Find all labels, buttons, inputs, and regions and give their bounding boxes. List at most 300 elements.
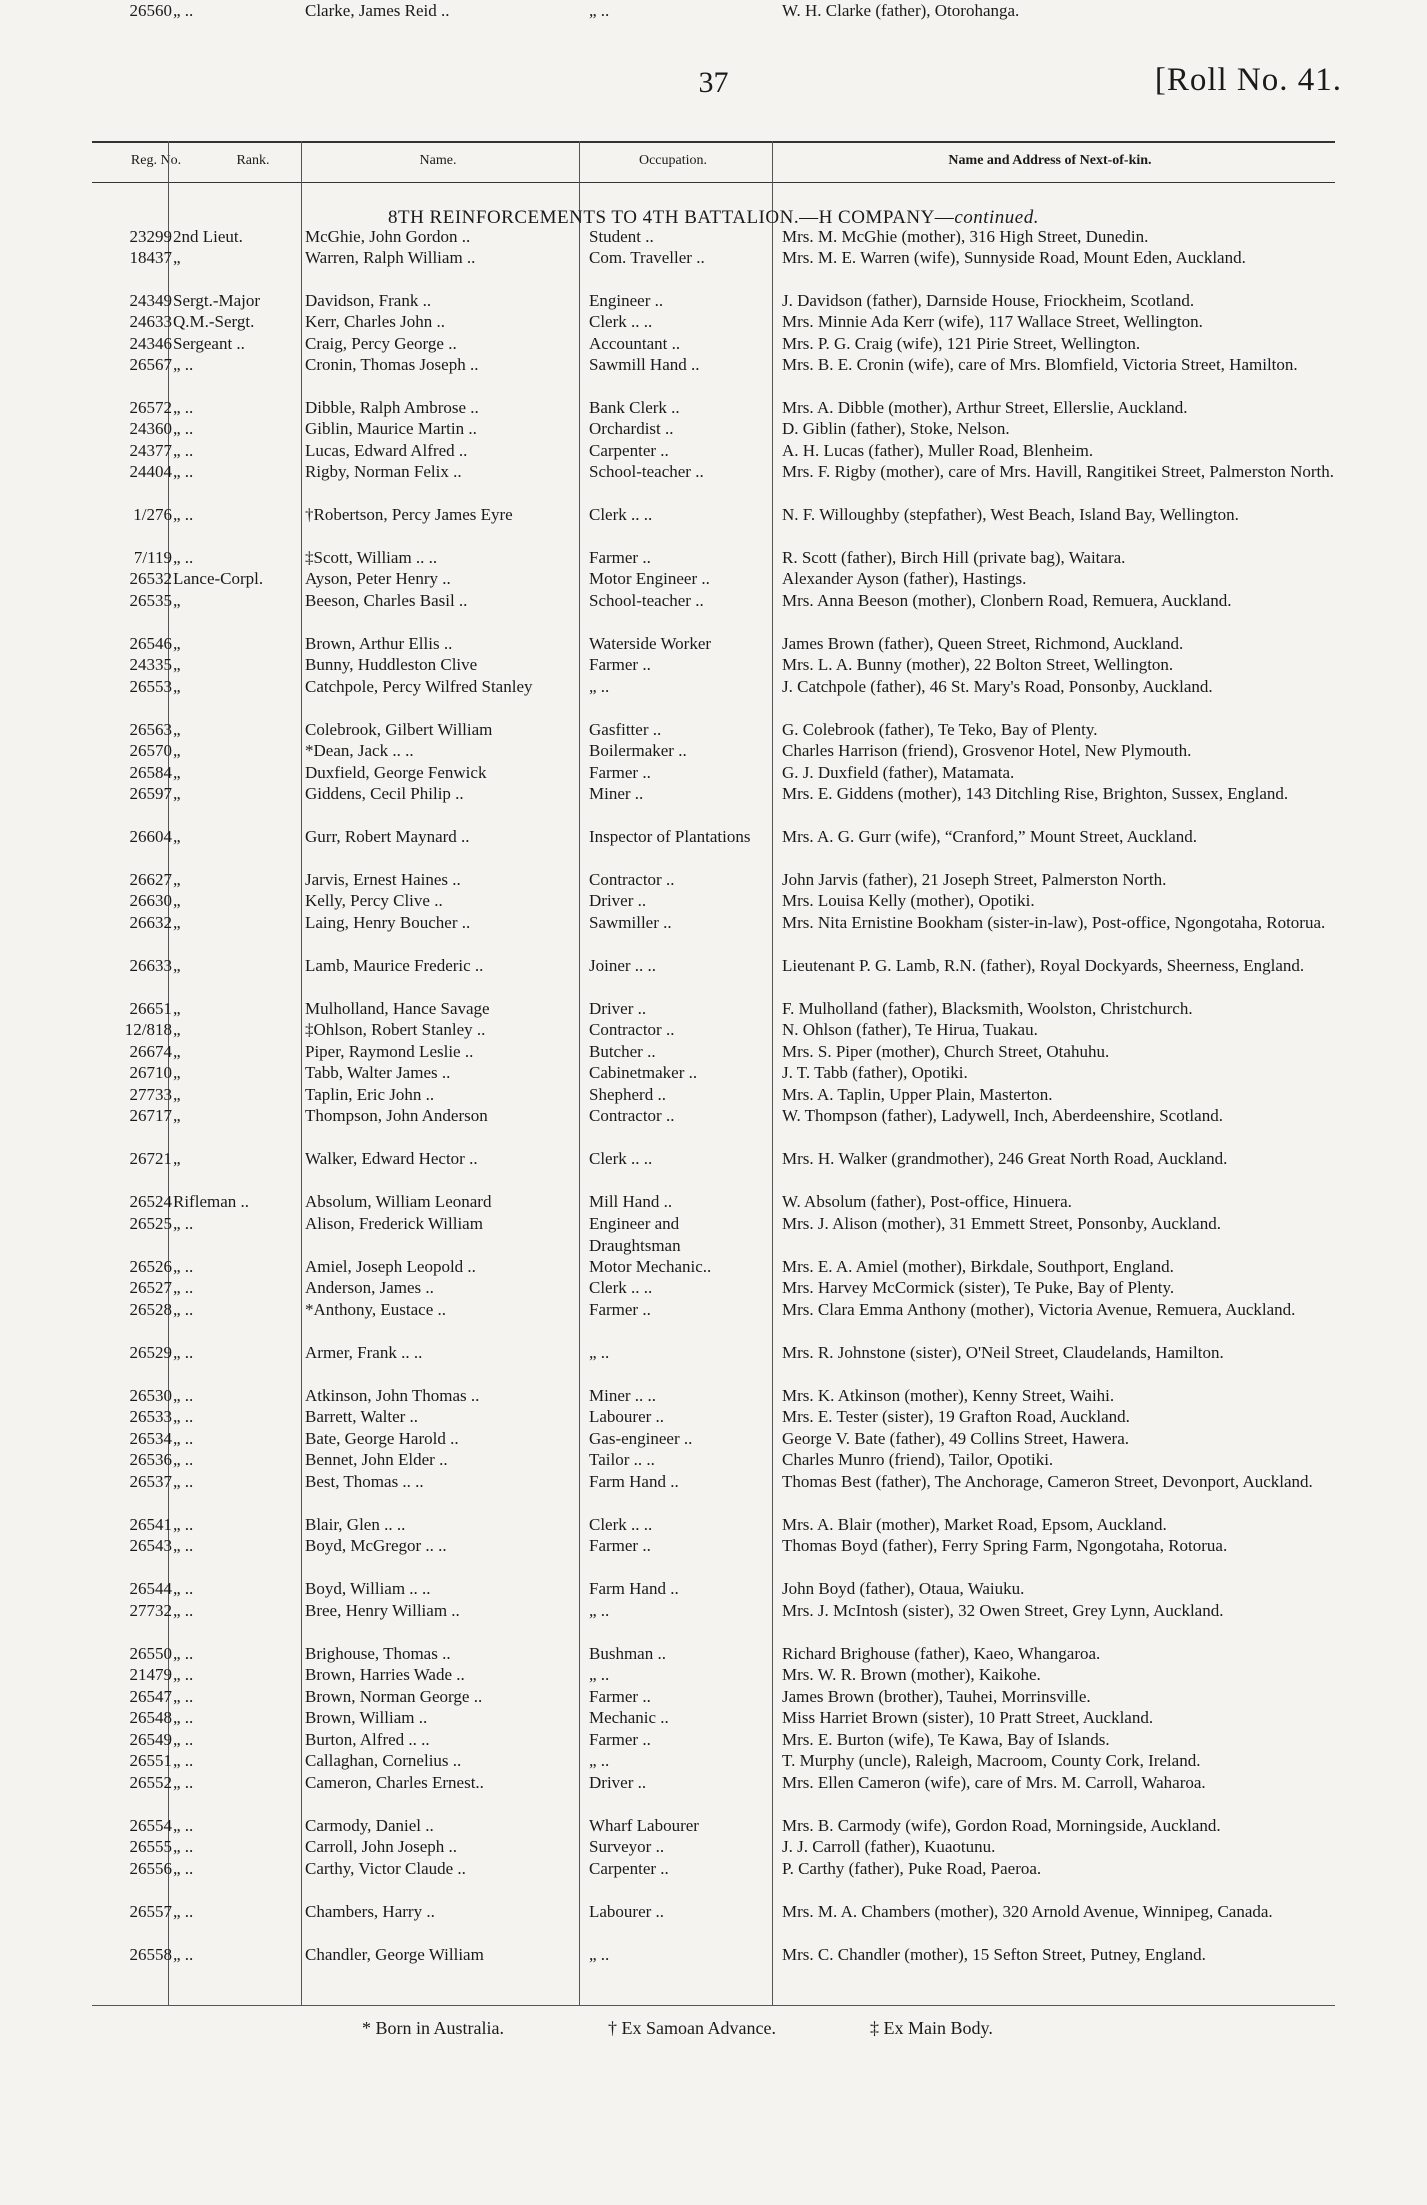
cell-occupation: Boilermaker ..: [589, 741, 687, 760]
cell-rank: „ ..: [173, 1945, 194, 1964]
cell-reg-no: 26534: [129, 1429, 172, 1448]
cell-name: ‡Ohlson, Robert Stanley ..: [305, 1020, 486, 1039]
cell-name: Lamb, Maurice Frederic ..: [305, 956, 484, 975]
cell-next-of-kin: Mrs. Nita Ernistine Bookham (sister-in-law), Post-office, Ngongotaha, Rotorua.: [782, 913, 1326, 932]
cell-reg-no: 7/119: [133, 548, 172, 567]
cell-reg-no: 26526: [129, 1257, 172, 1276]
cell-name: †Robertson, Percy James Eyre: [305, 505, 513, 524]
cell-next-of-kin: J. T. Tabb (father), Opotiki.: [782, 1063, 968, 1082]
cell-reg-no: 26554: [129, 1816, 172, 1835]
cell-name: Brown, Harries Wade ..: [305, 1665, 465, 1684]
cell-reg-no: 26572: [129, 398, 172, 417]
cell-next-of-kin: Lieutenant P. G. Lamb, R.N. (father), Royal Dockyards, Sheerness, England.: [782, 956, 1305, 975]
cell-reg-no: 26541: [129, 1515, 172, 1534]
cell-reg-no: 24404: [129, 462, 172, 481]
cell-reg-no: 24346: [129, 334, 172, 353]
cell-next-of-kin: Mrs. E. Giddens (mother), 143 Ditchling Rise, Brighton, Sussex, England.: [782, 784, 1289, 803]
cell-next-of-kin: P. Carthy (father), Puke Road, Paeroa.: [782, 1859, 1042, 1878]
cell-reg-no: 26527: [129, 1278, 172, 1297]
cell-reg-no: 26547: [129, 1687, 172, 1706]
cell-name: Giddens, Cecil Philip ..: [305, 784, 464, 803]
cell-occupation: Farmer ..: [589, 1300, 651, 1319]
cell-next-of-kin: Mrs. H. Walker (grandmother), 246 Great North Road, Auckland.: [782, 1149, 1228, 1168]
footnote-samoan-advance: † Ex Samoan Advance.: [608, 2018, 776, 2038]
cell-rank: Lance-Corpl.: [173, 569, 264, 588]
section-title-text: 8TH REINFORCEMENTS TO 4TH BATTALION.—H COMPANY—: [387, 207, 955, 228]
cell-reg-no: 26528: [129, 1300, 172, 1319]
cell-rank: „ ..: [173, 1730, 194, 1749]
header-reg-no: Reg. No.: [130, 153, 182, 168]
cell-next-of-kin: W. H. Clarke (father), Otorohanga.: [782, 1, 1020, 20]
cell-occupation: Farmer ..: [589, 1687, 651, 1706]
cell-name: Cronin, Thomas Joseph ..: [305, 355, 479, 374]
cell-occupation: Contractor ..: [589, 1020, 675, 1039]
cell-rank: Sergt.-Major: [173, 291, 261, 310]
cell-name: *Dean, Jack .. ..: [305, 741, 414, 760]
cell-rank: „: [173, 741, 181, 760]
cell-rank: „: [173, 1085, 181, 1104]
cell-occupation: Farmer ..: [589, 548, 651, 567]
cell-occupation: Farm Hand ..: [589, 1579, 679, 1598]
cell-name: Bunny, Huddleston Clive: [305, 655, 478, 674]
cell-occupation: „ ..: [589, 1945, 610, 1964]
cell-rank: „ ..: [173, 1644, 194, 1663]
cell-rank: „: [173, 891, 181, 910]
cell-reg-no: 26557: [129, 1902, 172, 1921]
cell-rank: „: [173, 1149, 181, 1168]
cell-rank: „: [173, 1042, 181, 1061]
cell-rank: „: [173, 248, 181, 267]
cell-reg-no: 26674: [129, 1042, 172, 1061]
cell-next-of-kin: Mrs. A. Dibble (mother), Arthur Street, Ellerslie, Auckland.: [782, 398, 1188, 417]
cell-reg-no: 26558: [129, 1945, 172, 1964]
cell-reg-no: 23299: [129, 227, 172, 246]
cell-next-of-kin: J. Catchpole (father), 46 St. Mary's Road, Ponsonby, Auckland.: [782, 677, 1213, 696]
cell-rank: „: [173, 870, 181, 889]
cell-occupation: Contractor ..: [589, 1106, 675, 1125]
cell-reg-no: 26570: [129, 741, 172, 760]
cell-occupation: Butcher ..: [589, 1042, 656, 1061]
cell-rank: „ ..: [173, 1816, 194, 1835]
cell-reg-no: 26551: [129, 1751, 172, 1770]
cell-name: McGhie, John Gordon ..: [305, 227, 471, 246]
cell-rank: „ ..: [173, 1751, 194, 1770]
footer-rule: [92, 2005, 1335, 2006]
cell-name: Atkinson, John Thomas ..: [305, 1386, 480, 1405]
cell-name: Kelly, Percy Clive ..: [305, 891, 443, 910]
cell-rank: „ ..: [173, 1837, 194, 1856]
cell-next-of-kin: James Brown (brother), Tauhei, Morrinsville.: [782, 1687, 1091, 1706]
cell-rank: „ ..: [173, 441, 194, 460]
cell-next-of-kin: Mrs. Ellen Cameron (wife), care of Mrs. M. Carroll, Waharoa.: [782, 1773, 1206, 1792]
cell-reg-no: 26524: [129, 1192, 172, 1211]
cell-next-of-kin: J. Davidson (father), Darnside House, Friockheim, Scotland.: [782, 291, 1195, 310]
cell-name: ‡Scott, William .. ..: [305, 548, 438, 567]
cell-occupation: Inspector of Plantations: [589, 827, 751, 846]
cell-rank: „: [173, 827, 181, 846]
cell-occupation: Clerk .. ..: [589, 1149, 653, 1168]
header-name: Name.: [419, 153, 457, 168]
cell-occupation: Student ..: [589, 227, 654, 246]
cell-occupation: Carpenter ..: [589, 1859, 669, 1878]
cell-occupation: Cabinetmaker ..: [589, 1063, 698, 1082]
cell-rank: „ ..: [173, 1536, 194, 1555]
column-divider-occupation: [772, 141, 773, 2005]
cell-reg-no: 24633: [129, 312, 172, 331]
cell-name: Bree, Henry William ..: [305, 1601, 460, 1620]
cell-occupation: Labourer ..: [589, 1407, 665, 1426]
cell-rank: „: [173, 720, 181, 739]
cell-reg-no: 26548: [129, 1708, 172, 1727]
cell-next-of-kin: Mrs. A. G. Gurr (wife), “Cranford,” Mount Street, Auckland.: [782, 827, 1197, 846]
cell-reg-no: 26710: [129, 1063, 172, 1082]
cell-reg-no: 26584: [129, 763, 172, 782]
cell-next-of-kin: W. Absolum (father), Post-office, Hinuera.: [782, 1192, 1072, 1211]
cell-name: Boyd, McGregor .. ..: [305, 1536, 447, 1555]
cell-name: Piper, Raymond Leslie ..: [305, 1042, 474, 1061]
cell-rank: Rifleman ..: [173, 1192, 250, 1211]
cell-name: Cameron, Charles Ernest..: [305, 1773, 484, 1792]
cell-rank: „ ..: [173, 1708, 194, 1727]
cell-reg-no: 26552: [129, 1773, 172, 1792]
cell-occupation: Waterside Worker: [589, 634, 712, 653]
cell-rank: „ ..: [173, 1214, 194, 1233]
cell-occupation: Miner .. ..: [589, 1386, 657, 1405]
cell-next-of-kin: Mrs. S. Piper (mother), Church Street, Otahuhu.: [782, 1042, 1110, 1061]
cell-occupation: Sawmiller ..: [589, 913, 672, 932]
cell-occupation: Farmer ..: [589, 763, 651, 782]
cell-name: Rigby, Norman Felix ..: [305, 462, 462, 481]
cell-rank: „: [173, 763, 181, 782]
cell-reg-no: 26555: [129, 1837, 172, 1856]
cell-occupation: Engineer and Draughtsman: [589, 1214, 681, 1255]
cell-name: Barrett, Walter ..: [305, 1407, 419, 1426]
cell-name: Gurr, Robert Maynard ..: [305, 827, 470, 846]
cell-next-of-kin: Mrs. Minnie Ada Kerr (wife), 117 Wallace Street, Wellington.: [782, 312, 1203, 331]
cell-next-of-kin: Mrs. B. E. Cronin (wife), care of Mrs. Blomfield, Victoria Street, Hamilton.: [782, 355, 1298, 374]
cell-rank: „ ..: [173, 1472, 194, 1491]
cell-rank: „ ..: [173, 1859, 194, 1878]
header-occupation: Occupation.: [638, 153, 708, 168]
cell-occupation: School-teacher ..: [589, 591, 704, 610]
cell-occupation: Shepherd ..: [589, 1085, 666, 1104]
cell-next-of-kin: W. Thompson (father), Ladywell, Inch, Aberdeenshire, Scotland.: [782, 1106, 1223, 1125]
cell-name: Ayson, Peter Henry ..: [305, 569, 451, 588]
cell-name: Laing, Henry Boucher ..: [305, 913, 471, 932]
cell-occupation: „ ..: [589, 1751, 610, 1770]
cell-occupation: Driver ..: [589, 999, 647, 1018]
cell-occupation: Mechanic ..: [589, 1708, 669, 1727]
cell-occupation: Driver ..: [589, 1773, 647, 1792]
top-rule: [92, 141, 1335, 143]
cell-next-of-kin: J. J. Carroll (father), Kuaotunu.: [782, 1837, 996, 1856]
cell-next-of-kin: Mrs. K. Atkinson (mother), Kenny Street, Waihi.: [782, 1386, 1115, 1405]
cell-rank: „ ..: [173, 398, 194, 417]
cell-reg-no: 26563: [129, 720, 172, 739]
cell-occupation: „ ..: [589, 1, 610, 20]
roll-number: [Roll No. 41.: [1154, 62, 1342, 98]
cell-reg-no: 26525: [129, 1214, 172, 1233]
cell-reg-no: 26537: [129, 1472, 172, 1491]
cell-occupation: Gas-engineer ..: [589, 1429, 693, 1448]
header-rule: [92, 182, 1335, 183]
cell-reg-no: 26543: [129, 1536, 172, 1555]
footnote-main-body: ‡ Ex Main Body.: [870, 2018, 993, 2038]
cell-occupation: Sawmill Hand ..: [589, 355, 700, 374]
cell-reg-no: 24349: [129, 291, 172, 310]
cell-reg-no: 27732: [129, 1601, 172, 1620]
cell-next-of-kin: James Brown (father), Queen Street, Richmond, Auckland.: [782, 634, 1184, 653]
cell-occupation: School-teacher ..: [589, 462, 704, 481]
cell-occupation: Tailor .. ..: [589, 1450, 655, 1469]
cell-name: Lucas, Edward Alfred ..: [305, 441, 468, 460]
cell-occupation: Clerk .. ..: [589, 312, 653, 331]
cell-reg-no: 24377: [129, 441, 172, 460]
cell-reg-no: 1/276: [133, 505, 172, 524]
cell-next-of-kin: N. Ohlson (father), Te Hirua, Tuakau.: [782, 1020, 1038, 1039]
column-divider-name: [579, 141, 580, 2005]
cell-next-of-kin: John Boyd (father), Otaua, Waiuku.: [782, 1579, 1025, 1598]
cell-name: *Anthony, Eustace ..: [305, 1300, 447, 1319]
cell-next-of-kin: D. Giblin (father), Stoke, Nelson.: [782, 419, 1010, 438]
cell-name: Carroll, John Joseph ..: [305, 1837, 458, 1856]
cell-name: Clarke, James Reid ..: [305, 1, 450, 20]
cell-next-of-kin: Mrs. F. Rigby (mother), care of Mrs. Havill, Rangitikei Street, Palmerston North.: [782, 462, 1334, 481]
cell-next-of-kin: T. Murphy (uncle), Raleigh, Macroom, County Cork, Ireland.: [782, 1751, 1201, 1770]
cell-name: Bate, George Harold ..: [305, 1429, 459, 1448]
cell-name: Warren, Ralph William ..: [305, 248, 476, 267]
cell-rank: „: [173, 634, 181, 653]
cell-occupation: Bushman ..: [589, 1644, 666, 1663]
cell-reg-no: 26597: [129, 784, 172, 803]
cell-occupation: Surveyor ..: [589, 1837, 665, 1856]
cell-next-of-kin: G. J. Duxfield (father), Matamata.: [782, 763, 1015, 782]
cell-next-of-kin: Mrs. J. McIntosh (sister), 32 Owen Street, Grey Lynn, Auckland.: [782, 1601, 1224, 1620]
cell-name: Brighouse, Thomas ..: [305, 1644, 451, 1663]
cell-rank: „ ..: [173, 1278, 194, 1297]
cell-name: Jarvis, Ernest Haines ..: [305, 870, 461, 889]
cell-occupation: „ ..: [589, 1343, 610, 1362]
cell-name: Anderson, James ..: [305, 1278, 434, 1297]
cell-name: Absolum, William Leonard: [305, 1192, 492, 1211]
cell-occupation: Wharf Labourer: [589, 1816, 699, 1835]
cell-rank: „: [173, 677, 181, 696]
cell-rank: „: [173, 999, 181, 1018]
cell-next-of-kin: Mrs. C. Chandler (mother), 15 Sefton Street, Putney, England.: [782, 1945, 1206, 1964]
cell-name: Carmody, Daniel ..: [305, 1816, 434, 1835]
cell-rank: „ ..: [173, 462, 194, 481]
cell-next-of-kin: A. H. Lucas (father), Muller Road, Blenheim.: [782, 441, 1094, 460]
cell-next-of-kin: Mrs. M. E. Warren (wife), Sunnyside Road, Mount Eden, Auckland.: [782, 248, 1246, 267]
cell-name: Tabb, Walter James ..: [305, 1063, 451, 1082]
cell-reg-no: 18437: [129, 248, 172, 267]
cell-occupation: „ ..: [589, 1601, 610, 1620]
cell-reg-no: 26544: [129, 1579, 172, 1598]
cell-next-of-kin: Mrs. W. R. Brown (mother), Kaikohe.: [782, 1665, 1041, 1684]
cell-rank: „ ..: [173, 1665, 194, 1684]
cell-name: Brown, Norman George ..: [305, 1687, 483, 1706]
cell-next-of-kin: Richard Brighouse (father), Kaeo, Whangaroa.: [782, 1644, 1101, 1663]
cell-name: Amiel, Joseph Leopold ..: [305, 1257, 476, 1276]
cell-next-of-kin: Mrs. Louisa Kelly (mother), Opotiki.: [782, 891, 1035, 910]
table-header: [0, 153, 1427, 175]
cell-rank: „: [173, 913, 181, 932]
cell-name: Chandler, George William: [305, 1945, 484, 1964]
cell-name: Armer, Frank .. ..: [305, 1343, 423, 1362]
cell-rank: „ ..: [173, 1773, 194, 1792]
cell-rank: „: [173, 784, 181, 803]
cell-occupation: Farm Hand ..: [589, 1472, 679, 1491]
cell-rank: 2nd Lieut.: [173, 227, 243, 246]
cell-next-of-kin: Mrs. A. Blair (mother), Market Road, Epsom, Auckland.: [782, 1515, 1167, 1534]
cell-reg-no: 26633: [129, 956, 172, 975]
cell-rank: „ ..: [173, 1386, 194, 1405]
cell-rank: Q.M.-Sergt.: [173, 312, 255, 331]
cell-name: Mulholland, Hance Savage: [305, 999, 490, 1018]
cell-reg-no: 26604: [129, 827, 172, 846]
cell-name: Best, Thomas .. ..: [305, 1472, 424, 1491]
cell-next-of-kin: Thomas Best (father), The Anchorage, Cameron Street, Devonport, Auckland.: [782, 1472, 1313, 1491]
cell-reg-no: 26627: [129, 870, 172, 889]
cell-occupation: Accountant ..: [589, 334, 681, 353]
cell-next-of-kin: George V. Bate (father), 49 Collins Street, Hawera.: [782, 1429, 1129, 1448]
cell-name: Thompson, John Anderson: [305, 1106, 488, 1125]
cell-next-of-kin: Mrs. Clara Emma Anthony (mother), Victoria Avenue, Remuera, Auckland.: [782, 1300, 1296, 1319]
cell-occupation: Orchardist ..: [589, 419, 674, 438]
cell-next-of-kin: Thomas Boyd (father), Ferry Spring Farm, Ngongotaha, Rotorua.: [782, 1536, 1228, 1555]
cell-occupation: Joiner .. ..: [589, 956, 657, 975]
cell-reg-no: 26651: [129, 999, 172, 1018]
cell-occupation: „ ..: [589, 1665, 610, 1684]
cell-name: Boyd, William .. ..: [305, 1579, 431, 1598]
cell-next-of-kin: Mrs. M. A. Chambers (mother), 320 Arnold Avenue, Winnipeg, Canada.: [782, 1902, 1273, 1921]
cell-occupation: Clerk .. ..: [589, 1278, 653, 1297]
cell-rank: „: [173, 1106, 181, 1125]
cell-occupation: Clerk .. ..: [589, 1515, 653, 1534]
cell-name: Craig, Percy George ..: [305, 334, 457, 353]
cell-rank: „ ..: [173, 1, 194, 20]
cell-occupation: Clerk .. ..: [589, 505, 653, 524]
cell-name: Carthy, Victor Claude ..: [305, 1859, 466, 1878]
cell-next-of-kin: Mrs. A. Taplin, Upper Plain, Masterton.: [782, 1085, 1053, 1104]
cell-reg-no: 26546: [129, 634, 172, 653]
cell-rank: „ ..: [173, 419, 194, 438]
cell-reg-no: 26550: [129, 1644, 172, 1663]
cell-reg-no: 26529: [129, 1343, 172, 1362]
cell-reg-no: 21479: [129, 1665, 172, 1684]
cell-rank: „ ..: [173, 1902, 194, 1921]
cell-next-of-kin: John Jarvis (father), 21 Joseph Street, Palmerston North.: [782, 870, 1167, 889]
cell-rank: „ ..: [173, 548, 194, 567]
cell-rank: „ ..: [173, 505, 194, 524]
cell-next-of-kin: Charles Harrison (friend), Grosvenor Hotel, New Plymouth.: [782, 741, 1192, 760]
cell-next-of-kin: Mrs. M. McGhie (mother), 316 High Street, Dunedin.: [782, 227, 1149, 246]
cell-occupation: Farmer ..: [589, 1730, 651, 1749]
cell-reg-no: 26536: [129, 1450, 172, 1469]
cell-next-of-kin: N. F. Willoughby (stepfather), West Beach, Island Bay, Wellington.: [782, 505, 1239, 524]
cell-reg-no: 26721: [129, 1149, 172, 1168]
cell-rank: „ ..: [173, 1515, 194, 1534]
cell-reg-no: 26532: [129, 569, 172, 588]
cell-occupation: Farmer ..: [589, 1536, 651, 1555]
cell-occupation: Gasfitter ..: [589, 720, 662, 739]
cell-reg-no: 24335: [129, 655, 172, 674]
cell-rank: „ ..: [173, 1579, 194, 1598]
cell-occupation: Labourer ..: [589, 1902, 665, 1921]
footnote-born-australia: * Born in Australia.: [362, 2018, 504, 2038]
cell-occupation: Motor Mechanic..: [589, 1257, 712, 1276]
cell-name: Davidson, Frank ..: [305, 291, 432, 310]
cell-name: Dibble, Ralph Ambrose ..: [305, 398, 479, 417]
cell-occupation: Contractor ..: [589, 870, 675, 889]
cell-occupation: „ ..: [589, 677, 610, 696]
cell-occupation: Driver ..: [589, 891, 647, 910]
column-divider-rank: [301, 141, 302, 2005]
cell-rank: „ ..: [173, 1257, 194, 1276]
cell-name: Beeson, Charles Basil ..: [305, 591, 468, 610]
cell-name: Taplin, Eric John ..: [305, 1085, 435, 1104]
cell-name: Callaghan, Cornelius ..: [305, 1751, 462, 1770]
cell-name: Blair, Glen .. ..: [305, 1515, 406, 1534]
cell-reg-no: 26560: [129, 1, 172, 20]
cell-reg-no: 26535: [129, 591, 172, 610]
cell-rank: „: [173, 1063, 181, 1082]
cell-name: Giblin, Maurice Martin ..: [305, 419, 477, 438]
cell-reg-no: 26632: [129, 913, 172, 932]
cell-rank: „ ..: [173, 1601, 194, 1620]
cell-name: Kerr, Charles John ..: [305, 312, 446, 331]
cell-rank: „: [173, 956, 181, 975]
cell-occupation: Engineer ..: [589, 291, 664, 310]
cell-next-of-kin: R. Scott (father), Birch Hill (private bag), Waitara.: [782, 548, 1126, 567]
header-rank: Rank.: [236, 153, 270, 168]
cell-occupation: Com. Traveller ..: [589, 248, 705, 267]
cell-reg-no: 12/818: [124, 1020, 172, 1039]
cell-reg-no: 24360: [129, 419, 172, 438]
cell-rank: „ ..: [173, 1407, 194, 1426]
cell-next-of-kin: Mrs. R. Johnstone (sister), O'Neil Street, Claudelands, Hamilton.: [782, 1343, 1224, 1362]
cell-occupation: Farmer ..: [589, 655, 651, 674]
cell-name: Brown, Arthur Ellis ..: [305, 634, 453, 653]
cell-next-of-kin: Mrs. E. Tester (sister), 19 Grafton Road, Auckland.: [782, 1407, 1130, 1426]
cell-rank: „ ..: [173, 1429, 194, 1448]
cell-name: Duxfield, George Fenwick: [305, 763, 487, 782]
cell-occupation: Mill Hand ..: [589, 1192, 673, 1211]
cell-next-of-kin: F. Mulholland (father), Blacksmith, Woolston, Christchurch.: [782, 999, 1193, 1018]
cell-reg-no: 26533: [129, 1407, 172, 1426]
cell-next-of-kin: Mrs. E. A. Amiel (mother), Birkdale, Southport, England.: [782, 1257, 1174, 1276]
page-number: 37: [698, 66, 729, 99]
cell-next-of-kin: Mrs. E. Burton (wife), Te Kawa, Bay of Islands.: [782, 1730, 1110, 1749]
cell-rank: „ ..: [173, 1450, 194, 1469]
cell-name: Brown, William ..: [305, 1708, 428, 1727]
cell-next-of-kin: Mrs. J. Alison (mother), 31 Emmett Street, Ponsonby, Auckland.: [782, 1214, 1221, 1233]
cell-rank: „: [173, 1020, 181, 1039]
cell-name: Bennet, John Elder ..: [305, 1450, 448, 1469]
cell-occupation: Motor Engineer ..: [589, 569, 710, 588]
cell-occupation: Carpenter ..: [589, 441, 669, 460]
cell-occupation: Miner ..: [589, 784, 644, 803]
cell-reg-no: 26717: [129, 1106, 172, 1125]
cell-name: Burton, Alfred .. ..: [305, 1730, 430, 1749]
cell-name: Alison, Frederick William: [305, 1214, 483, 1233]
cell-name: Catchpole, Percy Wilfred Stanley: [305, 677, 533, 696]
cell-reg-no: 26553: [129, 677, 172, 696]
cell-rank: „ ..: [173, 1300, 194, 1319]
cell-rank: „ ..: [173, 355, 194, 374]
cell-next-of-kin: Mrs. B. Carmody (wife), Gordon Road, Morningside, Auckland.: [782, 1816, 1221, 1835]
cell-next-of-kin: Miss Harriet Brown (sister), 10 Pratt Street, Auckland.: [782, 1708, 1154, 1727]
